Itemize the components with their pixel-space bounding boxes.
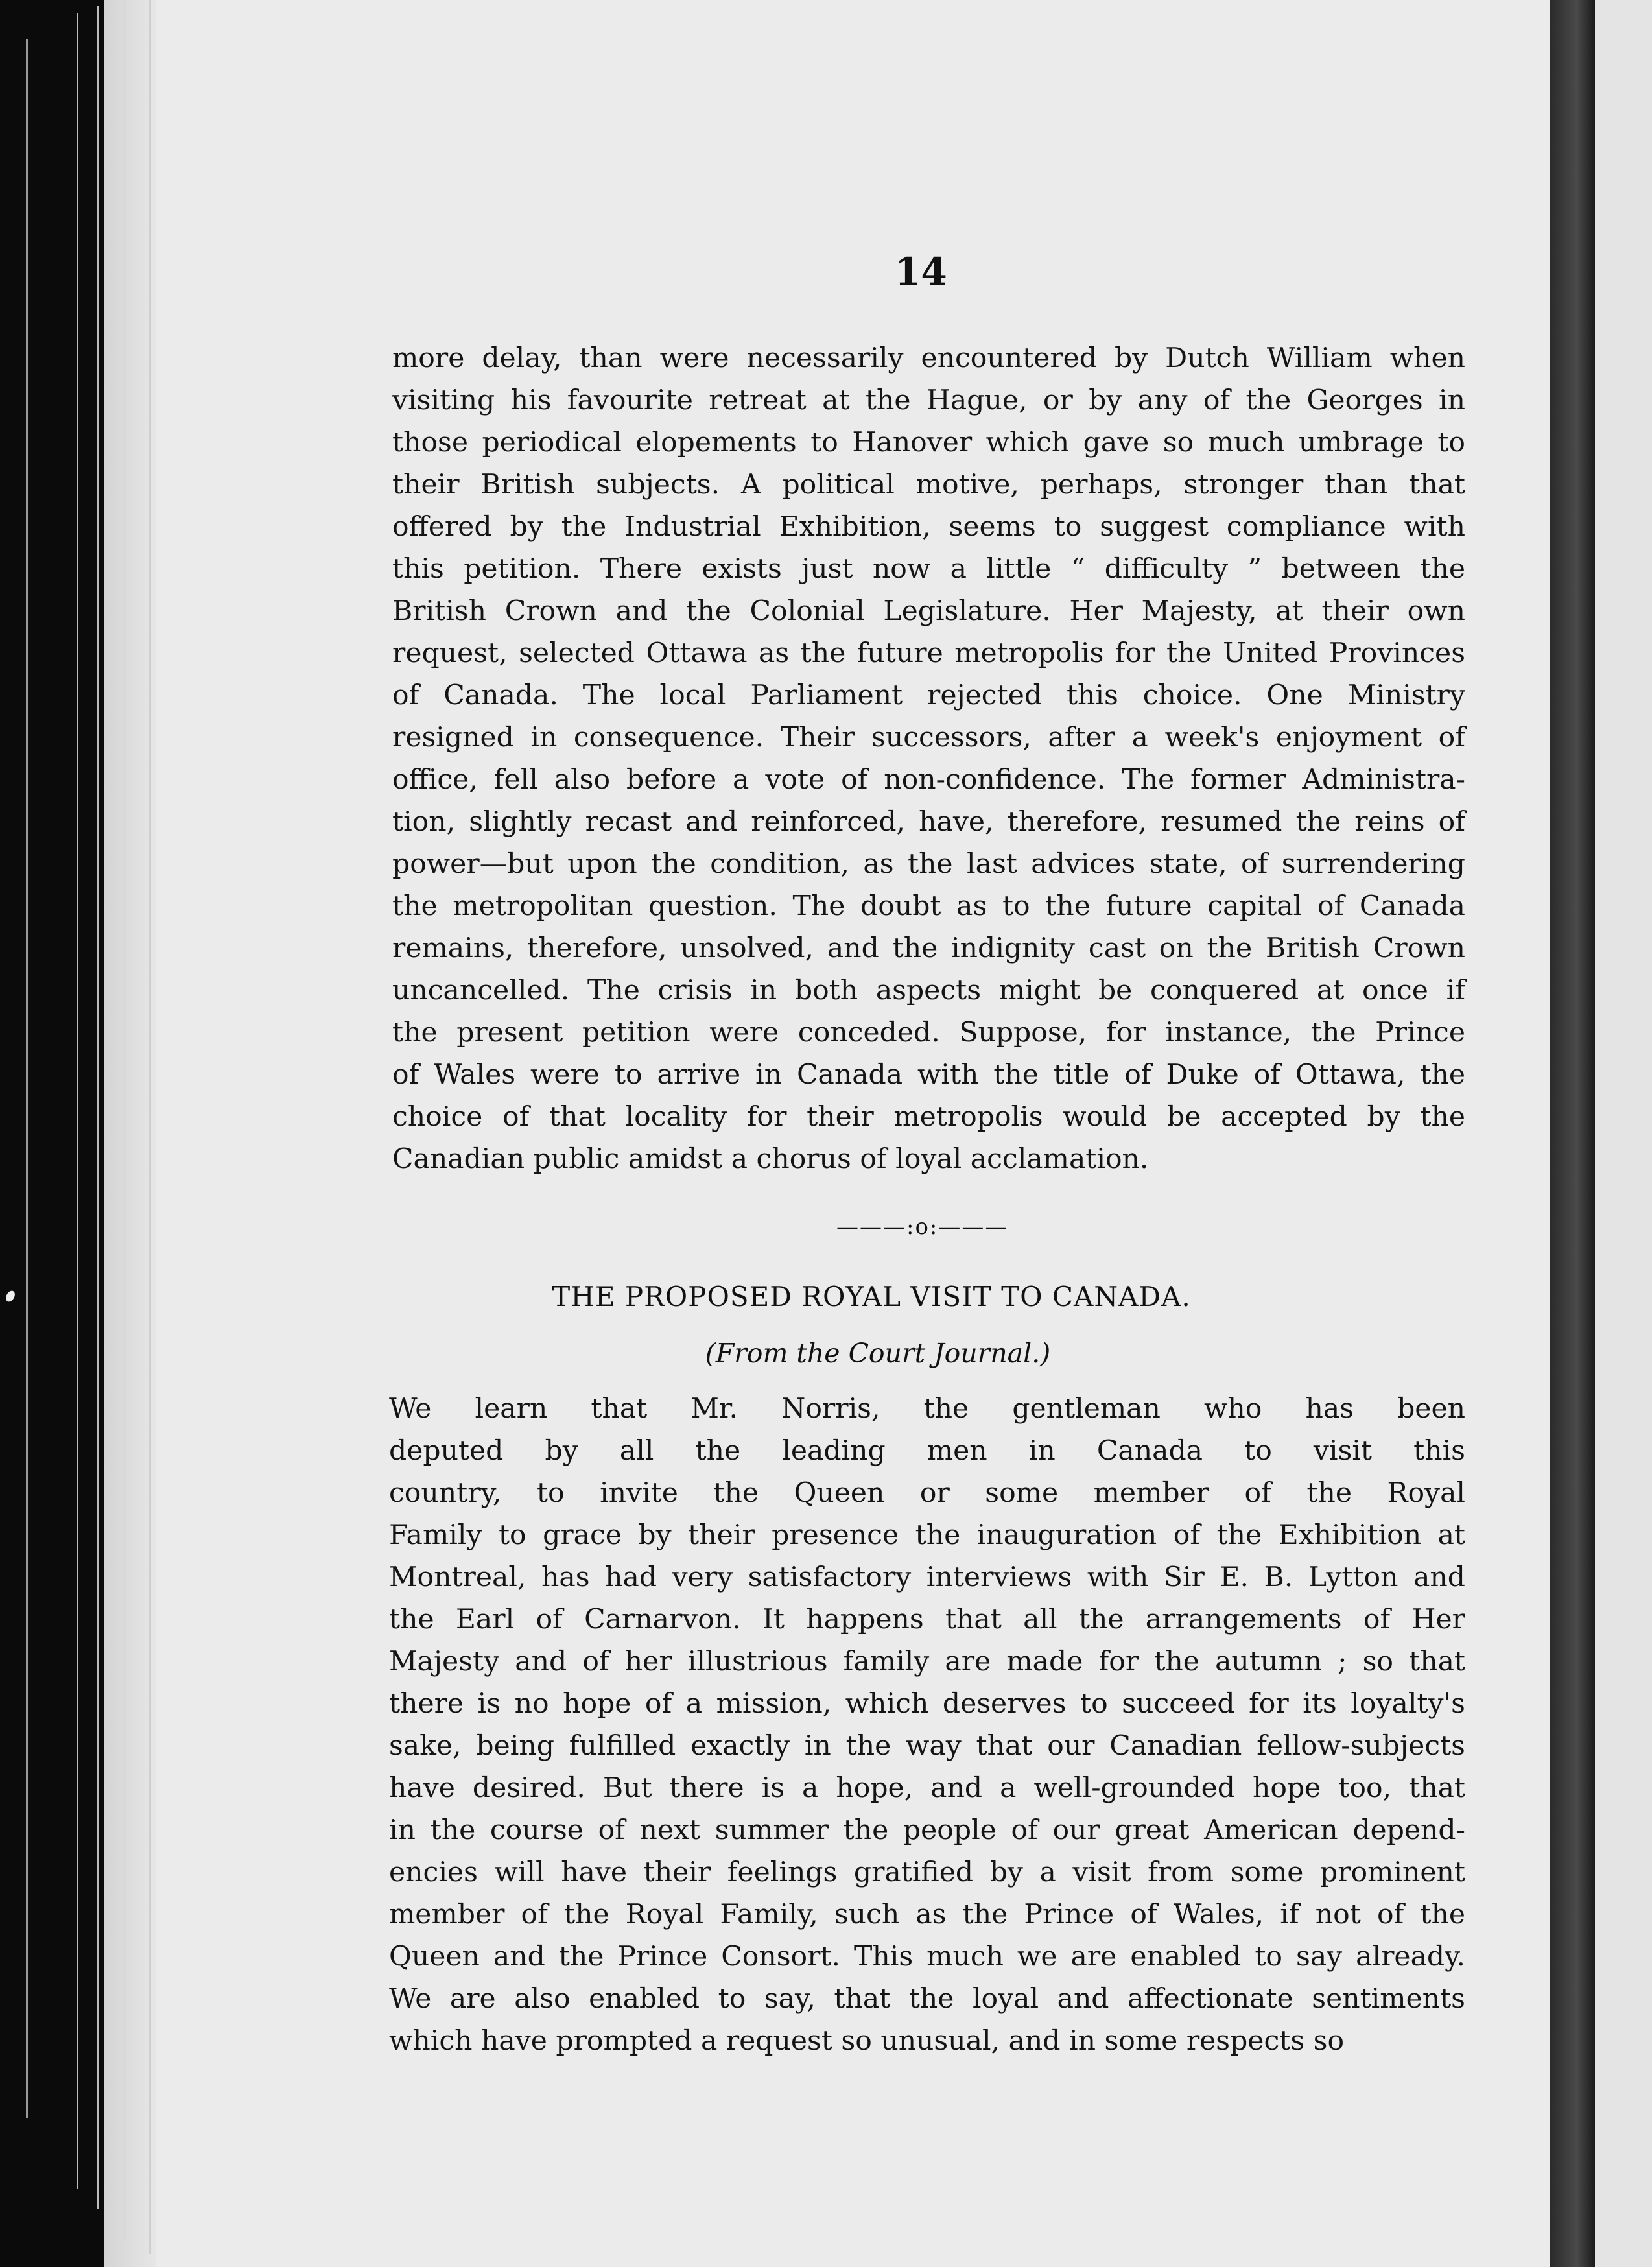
page-number: 14 [895, 250, 947, 294]
text-line: member of the Royal Family, such as the Prince of Wales, if not of the [389, 1899, 1465, 1930]
source-attribution: (From the Court Journal.) [705, 1338, 1051, 1369]
text-line: Family to grace by their presence the inauguration of the Exhibition at [389, 1519, 1465, 1551]
text-line: those periodical elopements to Hanover which gave so much umbrage to [392, 427, 1465, 458]
text-line: British Crown and the Colonial Legislature. Her Majesty, at their own [392, 595, 1465, 627]
text-line: deputed by all the leading men in Canada to visit this [389, 1435, 1465, 1467]
text-line: there is no hope of a mission, which deserves to succeed for its loyalty's [389, 1688, 1465, 1720]
text-line: the metropolitan question. The doubt as to the future capital of Canada [392, 890, 1465, 922]
text-line: of Canada. The local Parliament rejected this choice. One Ministry [392, 680, 1465, 711]
article-body [389, 1388, 1465, 2062]
text-line: offered by the Industrial Exhibition, seems to suggest compliance with [392, 511, 1465, 543]
text-line: encies will have their feelings gratified by a visit from some prominent [389, 1857, 1465, 1888]
text-line: power—but upon the condition, as the last advices state, of surrendering [392, 848, 1465, 880]
text-line: which have prompted a request so unusual, and in some respects so [389, 2025, 1345, 2057]
text-line: We are also enabled to say, that the loyal and affectionate sentiments [389, 1983, 1465, 2015]
text-line: of Wales were to arrive in Canada with the title of Duke of Ottawa, the [392, 1059, 1465, 1091]
text-line: the present petition were conceded. Suppose, for instance, the Prince [392, 1017, 1465, 1049]
text-line: tion, slightly recast and reinforced, have, therefore, resumed the reins of [392, 806, 1465, 838]
section-divider: ———:o:——— [836, 1214, 1009, 1240]
text-line: Montreal, has had very satisfactory interviews with Sir E. B. Lytton and [389, 1561, 1465, 1593]
page-binding-shadow [1550, 0, 1595, 2267]
page-gutter-shadow [104, 0, 156, 2267]
text-line: their British subjects. A political motive, perhaps, stronger than that [392, 469, 1465, 501]
article-continuation [392, 337, 1465, 1180]
text-line: resigned in consequence. Their successors, after a week's enjoyment of [392, 722, 1465, 754]
section-heading: THE PROPOSED ROYAL VISIT TO CANADA. [552, 1281, 1191, 1312]
text-line: choice of that locality for their metropolis would be accepted by the [392, 1101, 1465, 1133]
text-line: this petition. There exists just now a little “ difficulty ” between the [392, 553, 1465, 585]
text-line: the Earl of Carnarvon. It happens that all the arrangements of Her [389, 1604, 1465, 1635]
text-line: have desired. But there is a hope, and a well-grounded hope too, that [389, 1772, 1465, 1804]
text-line: in the course of next summer the people of our great American depend- [389, 1814, 1465, 1846]
text-line: We learn that Mr. Norris, the gentleman who has been [389, 1393, 1465, 1425]
text-line: sake, being fulfilled exactly in the way that our Canadian fellow-subjects [389, 1730, 1465, 1762]
page-edge-line [77, 13, 78, 2189]
adjacent-page-edge [1595, 0, 1652, 2267]
page-edge-line [149, 0, 151, 2254]
text-line: Canadian public amidst a chorus of loyal acclamation. [392, 1143, 1149, 1175]
text-line: office, fell also before a vote of non-confidence. The former Administra- [392, 764, 1465, 796]
text-line: remains, therefore, unsolved, and the indignity cast on the British Crown [392, 932, 1465, 964]
text-line: more delay, than were necessarily encountered by Dutch William when [392, 342, 1465, 374]
text-line: uncancelled. The crisis in both aspects might be conquered at once if [392, 975, 1465, 1006]
text-line: Majesty and of her illustrious family are made for the autumn ; so that [389, 1646, 1465, 1678]
page-edge-line [124, 0, 126, 2241]
text-line: country, to invite the Queen or some member of the Royal [389, 1477, 1465, 1509]
text-line: Queen and the Prince Consort. This much we are enabled to say already. [389, 1941, 1465, 1973]
text-line: visiting his favourite retreat at the Hague, or by any of the Georges in [392, 385, 1465, 416]
page-edge-line [97, 6, 99, 2209]
page-edge-line [26, 39, 28, 2118]
text-line: request, selected Ottawa as the future metropolis for the United Provinces [392, 637, 1465, 669]
